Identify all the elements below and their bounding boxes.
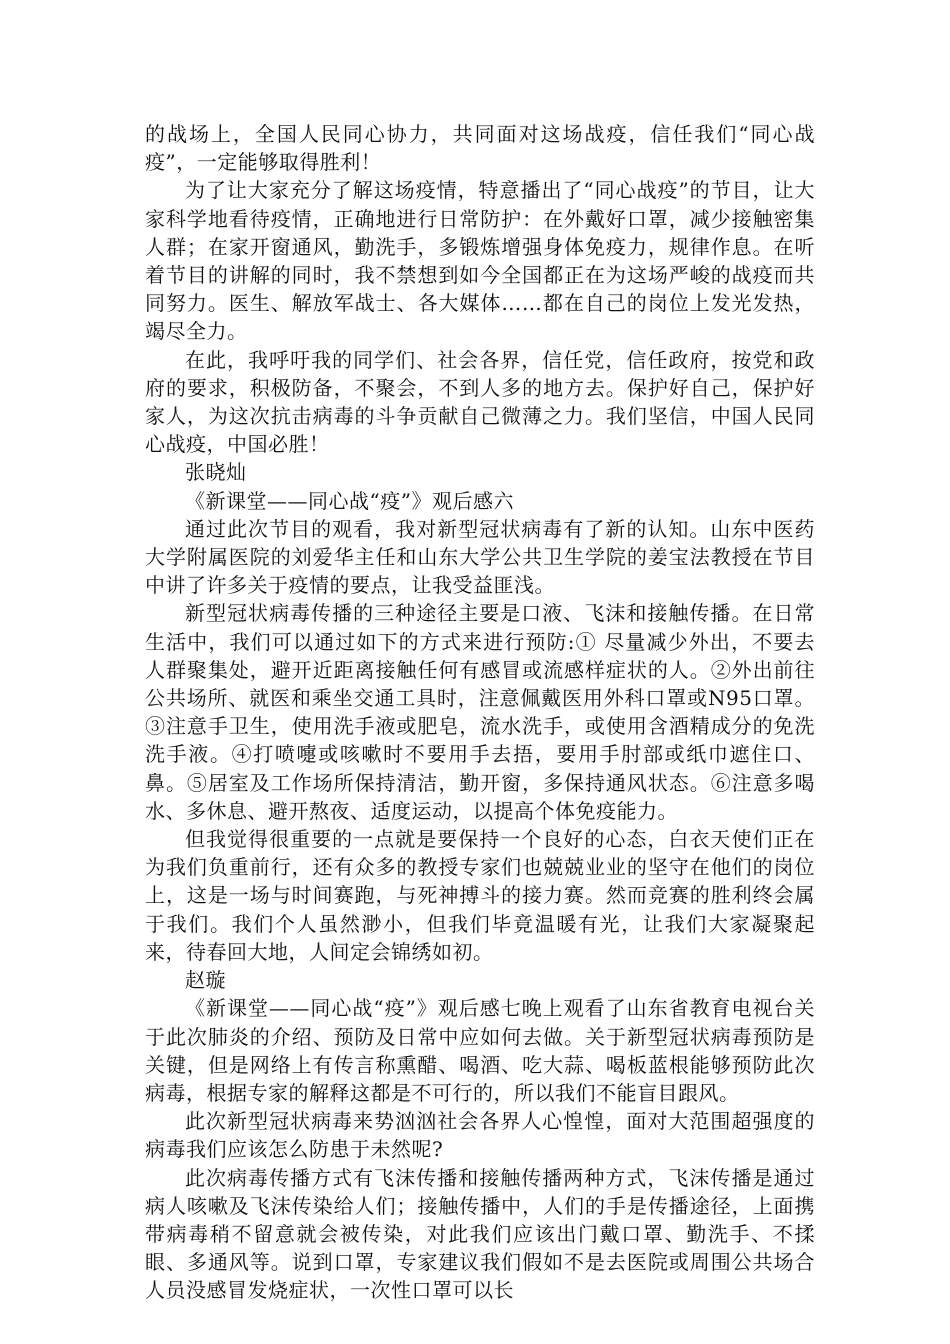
paragraph-5: 新型冠状病毒传播的三种途径主要是口液、飞沫和接触传播。在日常生活中，我们可以通过如下的方式来进行预防:① 尽量减少外出，不要去人群聚集处，避开近距离接触任何有感冒或流感样症状的人。②外出前往公共场所、就医和乘坐交通工具时，注意佩戴医用外科口罩或N95口罩。③注意手卫生，使用洗手液或肥皂，流水洗手，或使用含酒精成分的免洗洗手液。④打喷嚏或咳嗽时不要用手去捂，要用手肘部或纸巾遮住口、鼻。⑤居室及工作场所保持清洁，勤开窗，多保持通风状态。⑥注意多喝水、多休息、避开熬夜、适度运动，以提高个体免疫能力。	[145, 601, 815, 823]
paragraph-9: 此次病毒传播方式有飞沫传播和接触传播两种方式，飞沫传播是通过病人咳嗽及飞沫传染给人们；接触传播中，人们的手是传播途径，上面携带病毒稍不留意就会被传染，对此我们应该出门戴口罩、勤洗手、不揉眼、多通风等。说到口罩，专家建议我们假如不是去医院或周围公共场合人员没感冒发烧症状，一次性口罩可以长	[145, 1165, 815, 1303]
paragraph-6: 但我觉得很重要的一点就是要保持一个良好的心态，白衣天使们正在为我们负重前行，还有众多的教授专家们也兢兢业业的坚守在他们的岗位上，这是一场与时间赛跑，与死神搏斗的接力赛。然而竞赛的胜利终会属于我们。我们个人虽然渺小，但我们毕竟温暖有光，让我们大家凝聚起来，待春回大地，人间定会锦绣如初。	[145, 827, 815, 964]
author-name-1: 张晓灿	[185, 460, 247, 485]
author-name-2: 赵璇	[185, 968, 226, 993]
paragraph-3: 在此，我呼吁我的同学们、社会各界，信任党，信任政府，按党和政府的要求，积极防备，不聚会，不到人多的地方去。保护好自己，保护好家人，为这次抗击病毒的斗争贡献自己微薄之力。我们坚信，中国人民同心战疫，中国必胜！	[145, 347, 815, 457]
paragraph-8: 此次新型冠状病毒来势汹汹社会各界人心惶惶，面对大范围超强度的病毒我们应该怎么防患于未然呢?	[145, 1109, 815, 1162]
paragraph-4: 通过此次节目的观看，我对新型冠状病毒有了新的认知。山东中医药大学附属医院的刘爱华主任和山东大学公共卫生学院的姜宝法教授在节目中讲了许多关于疫情的要点，让我受益匪浅。	[145, 516, 815, 598]
paragraph-7: 《新课堂——同心战“疫”》观后感七晚上观看了山东省教育电视台关于此次肺炎的介绍、预防及日常中应如何去做。关于新型冠状病毒预防是关键，但是网络上有传言称熏醋、喝酒、吃大蒜、喝板蓝根能够预防此次病毒，根据专家的解释这都是不可行的，所以我们不能盲目跟风。	[145, 996, 815, 1105]
paragraph-2: 为了让大家充分了解这场疫情，特意播出了“同心战疫”的节目，让大家科学地看待疫情，正确地进行日常防护：在外戴好口罩，减少接触密集人群；在家开窗通风，勤洗手，多锻炼增强身体免疫力，规律作息。在听着节目的讲解的同时，我不禁想到如今全国都正在为这场严峻的战疫而共同努力。医生、解放军战士、各大媒体……都在自己的岗位上发光发热，竭尽全力。	[145, 178, 815, 344]
document-body	[145, 120, 815, 1305]
section-heading: 《新课堂——同心战“疫”》观后感六	[185, 488, 514, 513]
paragraph-1: 的战场上，全国人民同心协力，共同面对这场战疫，信任我们“同心战疫”，一定能够取得胜利！	[145, 122, 815, 175]
